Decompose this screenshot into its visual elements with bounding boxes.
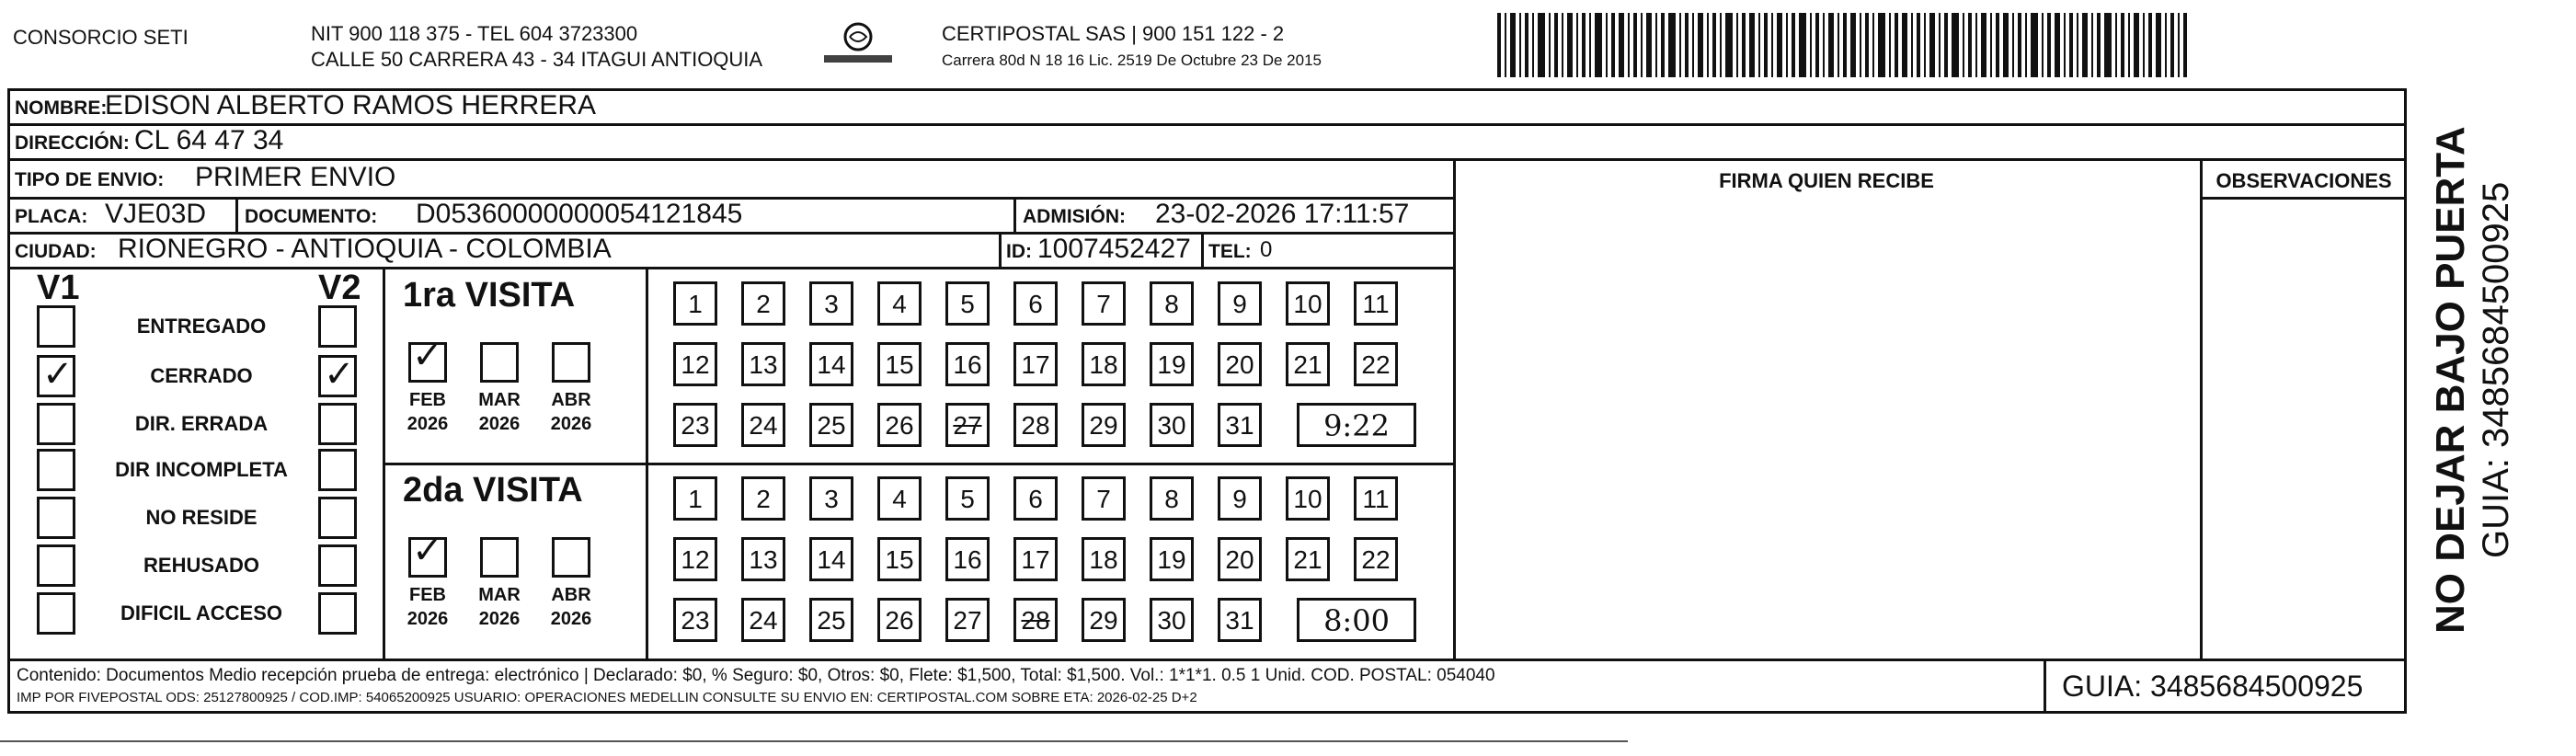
ship-type-label: TIPO DE ENVIO: xyxy=(15,169,165,190)
day-box[interactable]: 23 xyxy=(673,403,717,447)
day-box[interactable]: 5 xyxy=(945,281,990,326)
footer-line1: Contenido: Documentos Medio recepción prueba de entrega: electrónico | Declarado: $0, % Seguro: $0, Otros: $0, Flete: $1,500, Total: $1,500. Vol.: 1*1*1. 0.5 1 Unid. COD. POSTAL: 054040 xyxy=(17,666,1495,685)
month-name: MAR xyxy=(478,390,521,410)
check-mark-icon: ✓ xyxy=(412,335,443,377)
document-number: D05360000000054121845 xyxy=(416,199,743,229)
day-box[interactable]: 13 xyxy=(741,537,785,581)
day-box[interactable]: 16 xyxy=(945,537,990,581)
visit-time: 9:22 xyxy=(1297,403,1416,447)
v1-checkbox[interactable] xyxy=(37,592,75,635)
day-box[interactable]: 3 xyxy=(809,281,853,326)
v2-checkbox[interactable] xyxy=(318,544,357,587)
city: RIONEGRO - ANTIOQUIA - COLOMBIA xyxy=(118,234,612,264)
day-box[interactable]: 11 xyxy=(1354,281,1398,326)
v1-checkbox[interactable] xyxy=(37,497,75,539)
status-label: DIR INCOMPLETA xyxy=(115,458,288,481)
admission-label: ADMISIÓN: xyxy=(1023,206,1126,227)
v2-checkbox[interactable] xyxy=(318,449,357,491)
courier-line: CERTIPOSTAL SAS | 900 151 122 - 2 xyxy=(942,22,1285,45)
day-box[interactable]: 8 xyxy=(1150,281,1194,326)
status-label: DIFICIL ACCESO xyxy=(120,601,282,624)
day-box[interactable]: 6 xyxy=(1013,281,1058,326)
day-box[interactable]: 14 xyxy=(809,342,853,386)
month-year: 2026 xyxy=(550,414,592,434)
nit-line: NIT 900 118 375 - TEL 604 3723300 xyxy=(311,22,638,45)
day-box[interactable]: 9 xyxy=(1218,476,1262,521)
day-box[interactable]: 30 xyxy=(1150,403,1194,447)
license-line: Carrera 80d N 18 16 Lic. 2519 De Octubre 23 De 2015 xyxy=(942,52,1322,69)
day-box[interactable]: 23 xyxy=(673,598,717,642)
month-name: FEB xyxy=(409,585,446,605)
day-box[interactable]: 1 xyxy=(673,476,717,521)
day-box[interactable]: 29 xyxy=(1082,598,1126,642)
check-mark-icon: ✓ xyxy=(42,353,74,395)
v2-checkbox[interactable] xyxy=(318,497,357,539)
day-box[interactable]: 26 xyxy=(877,403,922,447)
day-box[interactable]: 7 xyxy=(1082,476,1126,521)
day-box[interactable]: 26 xyxy=(877,598,922,642)
admission-date: 23-02-2026 17:11:57 xyxy=(1155,199,1410,229)
month-year: 2026 xyxy=(406,609,449,629)
month-year: 2026 xyxy=(406,414,449,434)
footer-guia: GUIA: 3485684500925 xyxy=(2062,670,2364,703)
company-name: CONSORCIO SETI xyxy=(13,26,189,49)
check-mark-icon: ✓ xyxy=(412,530,443,572)
day-box[interactable]: 15 xyxy=(877,537,922,581)
day-box[interactable]: 30 xyxy=(1150,598,1194,642)
day-box[interactable]: 17 xyxy=(1013,537,1058,581)
day-box[interactable]: 2 xyxy=(741,281,785,326)
address-label: DIRECCIÓN: xyxy=(15,132,130,154)
day-box[interactable]: 24 xyxy=(741,403,785,447)
observations-header: OBSERVACIONES xyxy=(2215,169,2392,192)
month-year: 2026 xyxy=(478,414,521,434)
day-box[interactable]: 13 xyxy=(741,342,785,386)
check-mark-icon: ✓ xyxy=(324,353,355,395)
status-label: REHUSADO xyxy=(143,554,259,577)
recipient-name: EDISON ALBERTO RAMOS HERRERA xyxy=(105,90,597,120)
status-label: CERRADO xyxy=(150,364,253,387)
recipient-address: CL 64 47 34 xyxy=(134,125,284,155)
tel-value: 0 xyxy=(1260,237,1273,262)
ship-type: PRIMER ENVIO xyxy=(195,162,396,192)
certipostal-logo xyxy=(817,20,899,72)
day-box[interactable]: 10 xyxy=(1286,281,1330,326)
day-box[interactable]: 4 xyxy=(877,476,922,521)
plate-label: PLACA: xyxy=(15,206,88,227)
day-box[interactable]: 28 xyxy=(1013,403,1058,447)
day-box[interactable]: 27 xyxy=(945,598,990,642)
day-box[interactable]: 19 xyxy=(1150,342,1194,386)
day-box[interactable]: 31 xyxy=(1218,403,1262,447)
status-label: NO RESIDE xyxy=(145,506,258,529)
v2-checkbox[interactable] xyxy=(318,403,357,445)
month-year: 2026 xyxy=(478,609,521,629)
month-label xyxy=(544,388,598,436)
id-number: 1007452427 xyxy=(1037,234,1191,264)
day-box[interactable]: 9 xyxy=(1218,281,1262,326)
day-box[interactable]: 31 xyxy=(1218,598,1262,642)
day-box[interactable]: 16 xyxy=(945,342,990,386)
day-box[interactable]: 1 xyxy=(673,281,717,326)
v2-checkbox[interactable] xyxy=(318,592,357,635)
side-warning: NO DEJAR BAJO PUERTA xyxy=(2428,126,2473,634)
v2-label: V2 xyxy=(318,269,361,307)
month-label xyxy=(473,583,526,631)
month-checkbox[interactable] xyxy=(480,342,519,383)
day-box[interactable]: 4 xyxy=(877,281,922,326)
day-box[interactable]: 14 xyxy=(809,537,853,581)
day-box[interactable]: 27 xyxy=(945,403,990,447)
day-box[interactable]: 29 xyxy=(1082,403,1126,447)
month-label xyxy=(544,583,598,631)
day-box[interactable]: 18 xyxy=(1082,342,1126,386)
day-box[interactable]: 20 xyxy=(1218,537,1262,581)
day-box[interactable]: 3 xyxy=(809,476,853,521)
day-box[interactable]: 8 xyxy=(1150,476,1194,521)
day-box[interactable]: 10 xyxy=(1286,476,1330,521)
month-label xyxy=(473,388,526,436)
v1-checkbox[interactable] xyxy=(37,305,75,348)
day-box[interactable]: 5 xyxy=(945,476,990,521)
day-box[interactable]: 6 xyxy=(1013,476,1058,521)
month-checkbox[interactable] xyxy=(552,537,590,578)
visit2-title: 2da VISITA xyxy=(403,471,583,510)
day-box[interactable]: 25 xyxy=(809,403,853,447)
month-name: MAR xyxy=(478,585,521,605)
day-box[interactable]: 17 xyxy=(1013,342,1058,386)
v1-checkbox[interactable] xyxy=(37,544,75,587)
day-box[interactable]: 22 xyxy=(1354,537,1398,581)
month-name: FEB xyxy=(409,390,446,410)
day-box[interactable]: 21 xyxy=(1286,342,1330,386)
day-box[interactable]: 12 xyxy=(673,342,717,386)
name-label: NOMBRE: xyxy=(15,97,108,119)
month-year: 2026 xyxy=(550,609,592,629)
month-checkbox[interactable] xyxy=(552,342,590,383)
status-label: ENTREGADO xyxy=(136,315,267,338)
status-label: DIR. ERRADA xyxy=(134,412,269,435)
day-box[interactable]: 24 xyxy=(741,598,785,642)
v1-label: V1 xyxy=(37,269,80,307)
footer-line2: IMP POR FIVEPOSTAL ODS: 25127800925 / COD.IMP: 54065200925 USUARIO: OPERACIONES MEDELLIN CONSULTE SU ENVIO EN: CERTIPOSTAL.COM SOBRE ETA: 2026-02-25 D+2 xyxy=(17,690,1197,705)
month-checkbox[interactable] xyxy=(480,537,519,578)
address-line: CALLE 50 CARRERA 43 - 34 ITAGUI ANTIOQUIA xyxy=(311,48,763,71)
day-box[interactable]: 20 xyxy=(1218,342,1262,386)
visit1-title: 1ra VISITA xyxy=(403,276,576,315)
day-box[interactable]: 22 xyxy=(1354,342,1398,386)
plate: VJE03D xyxy=(105,199,207,229)
day-box[interactable]: 2 xyxy=(741,476,785,521)
city-label: CIUDAD: xyxy=(15,241,97,262)
day-box[interactable]: 28 xyxy=(1013,598,1058,642)
document-label: DOCUMENTO: xyxy=(245,206,378,227)
month-label xyxy=(401,388,454,436)
day-box[interactable]: 19 xyxy=(1150,537,1194,581)
day-box[interactable]: 11 xyxy=(1354,476,1398,521)
v1-checkbox[interactable] xyxy=(37,403,75,445)
day-box[interactable]: 7 xyxy=(1082,281,1126,326)
month-label xyxy=(401,583,454,631)
day-box[interactable]: 25 xyxy=(809,598,853,642)
day-box[interactable]: 21 xyxy=(1286,537,1330,581)
id-label: ID: xyxy=(1006,241,1032,262)
barcode xyxy=(1497,13,2187,77)
month-name: ABR xyxy=(551,390,591,410)
month-name: ABR xyxy=(551,585,591,605)
signature-header: FIRMA QUIEN RECIBE xyxy=(1719,169,1934,192)
v2-checkbox[interactable] xyxy=(318,305,357,348)
day-box[interactable]: 18 xyxy=(1082,537,1126,581)
day-box[interactable]: 15 xyxy=(877,342,922,386)
v1-checkbox[interactable] xyxy=(37,449,75,491)
visit-time: 8:00 xyxy=(1297,598,1416,642)
tel-label: TEL: xyxy=(1208,241,1252,262)
day-box[interactable]: 12 xyxy=(673,537,717,581)
side-guia: GUIA: 3485684500925 xyxy=(2476,181,2516,558)
